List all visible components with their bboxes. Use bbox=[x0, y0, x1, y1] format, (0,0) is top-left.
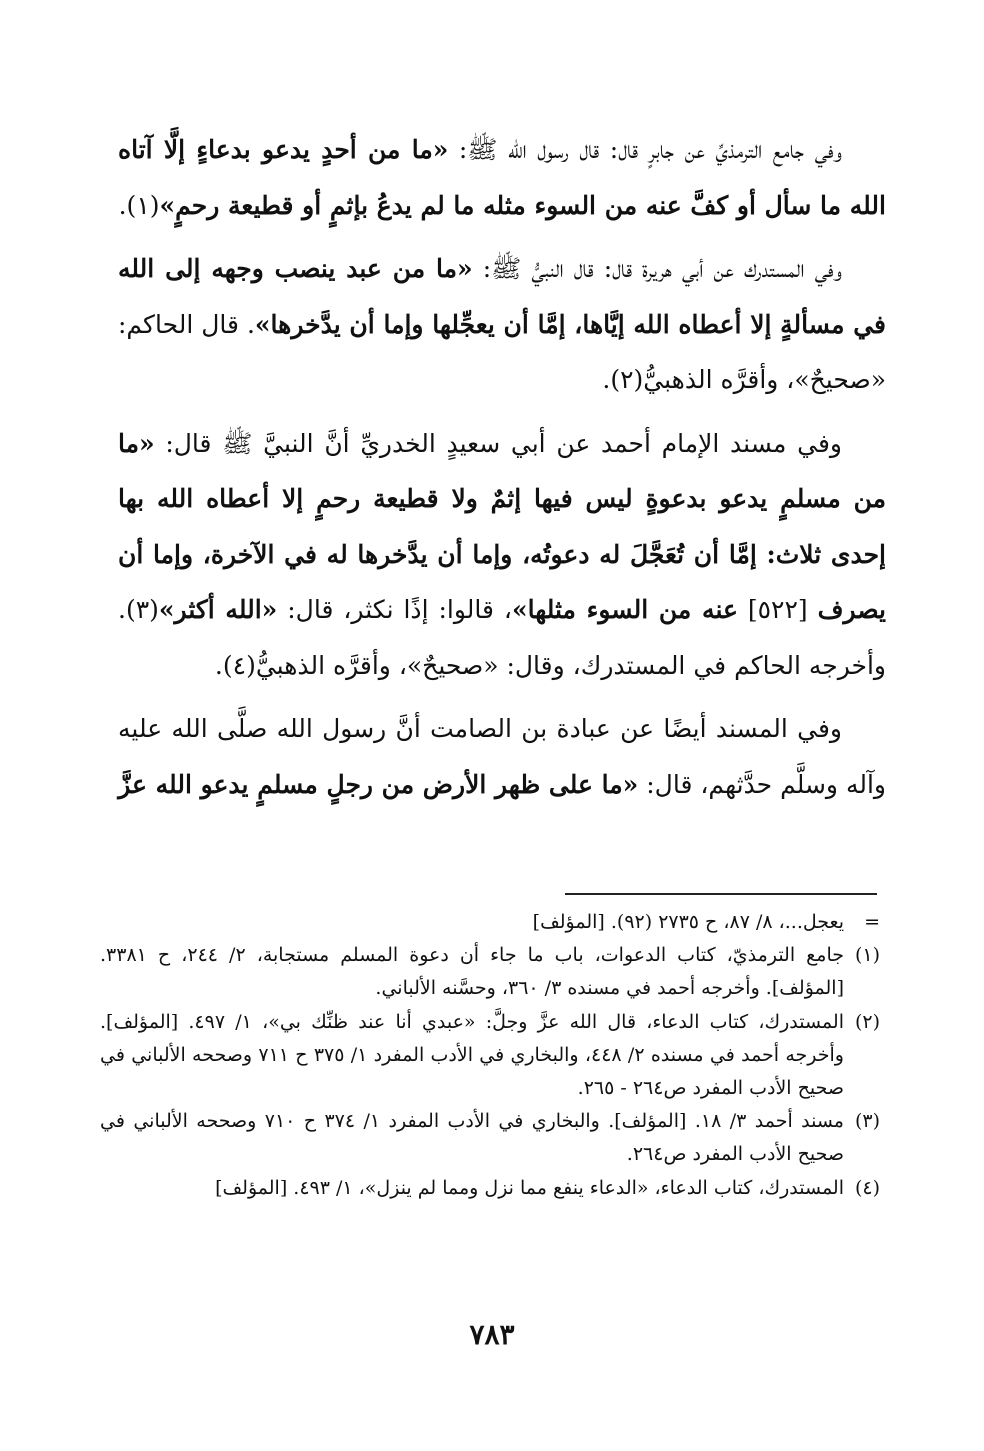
page-number: ٧٨٣ bbox=[469, 1318, 515, 1351]
paragraph-mustadrak bbox=[118, 241, 886, 408]
paragraph-tirmidhi bbox=[118, 122, 886, 233]
paragraph-ubada bbox=[118, 701, 886, 812]
hadith-text: «الله أكثر» bbox=[158, 595, 278, 624]
footnote-divider bbox=[565, 893, 877, 895]
footnote-4 bbox=[100, 1172, 880, 1205]
paragraph-text: (١). bbox=[118, 190, 160, 220]
footnote-2 bbox=[100, 1006, 880, 1106]
main-text bbox=[118, 122, 886, 820]
paragraph-musnad-ahmad bbox=[118, 416, 886, 694]
footnote-mark: (١) bbox=[854, 944, 880, 967]
paragraph-text: وفي المستدرك عن أبي هريرة قال: قال النبيُّ ﷺ: bbox=[472, 254, 843, 283]
footnote-mark: (٣) bbox=[854, 1110, 880, 1133]
footnote-text: مسند أحمد ٣/ ١٨. [المؤلف]. والبخاري في الأدب المفرد ١/ ٣٧٤ ح ٧١٠ وصححه الألباني في صحيح الأدب المفرد ص٢٦٤. bbox=[100, 1110, 844, 1166]
footnote-mark: (٤) bbox=[854, 1176, 880, 1199]
footnote-continuation bbox=[100, 906, 880, 939]
paragraph-text: وفي مسند الإمام أحمد عن أبي سعيدٍ الخدريِّ أنَّ النبيَّ ﷺ قال: bbox=[154, 428, 842, 458]
paragraph-text: وفي المسند أيضًا عن عبادة بن الصامت أنَّ رسول الله صلَّى الله عليه وآله وسلَّم حدَّثهم، قال: bbox=[118, 714, 886, 799]
hadith-text: عنه من السوء مثلها» bbox=[511, 595, 738, 624]
footnote-text: المستدرك، كتاب الدعاء، «الدعاء ينفع مما نزل ومما لم ينزل»، ١/ ٤٩٣. [المؤلف] bbox=[215, 1176, 844, 1199]
footnote-text: جامع الترمذيّ، كتاب الدعوات، باب ما جاء أن دعوة المسلم مستجابة، ٢/ ٢٤٤، ح ٣٣٨١. [المؤلف]. وأخرجه أحمد في مسنده ٣/ ٣٦٠، وحسَّنه الألباني. bbox=[100, 944, 844, 1000]
footnote-1 bbox=[100, 939, 880, 1005]
footnote-3 bbox=[100, 1105, 880, 1171]
footnote-mark: (٢) bbox=[854, 1010, 880, 1033]
hadith-text: «ما من عبد ينصب وجهه إلى الله في مسألةٍ إلا أعطاه الله إيَّاها، إمَّا أن يعجِّلها وإما أن يدَّخرها» bbox=[118, 254, 886, 339]
hadith-text: «ما من أحدٍ يدعو بدعاءٍ إلَّا آتاه الله ما سأل أو كفَّ عنه من السوء مثله ما لم يدعُ بإثمٍ أو قطيعة رحمٍ» bbox=[118, 135, 886, 220]
hadith-text: «ما على ظهر الأرض من رجلٍ مسلمٍ يدعو الله عزَّ bbox=[118, 769, 639, 799]
footnote-mark: = bbox=[864, 911, 880, 933]
paragraph-text: (٣). وأخرجه الحاكم في المستدرك، وقال: «صحيحٌ»، وأقرَّه الذهبيُّ(٤). bbox=[118, 595, 886, 680]
footnotes bbox=[100, 906, 880, 1205]
footnote-text: يعجل...، ٨/ ٨٧، ح ٢٧٣٥ (٩٢). [المؤلف] bbox=[532, 911, 844, 933]
paragraph-text: ، قالوا: إذًا نكثر، قال: bbox=[277, 595, 512, 624]
hadith-text: «ما من مسلمٍ يدعو بدعوةٍ ليس فيها إثمٌ ولا قطيعة رحمٍ إلا أعطاه الله بها إحدى ثلاث: إمَّا أن تُعَجَّلَ له دعوتُه، وإما أن يدَّخرها له في الآخرة، وإما أن يصرف bbox=[118, 428, 886, 624]
paragraph-text: . قال الحاكم: «صحيحٌ»، وأقرَّه الذهبيُّ(٢). bbox=[118, 309, 886, 394]
footnote-text: المستدرك، كتاب الدعاء، قال الله عزَّ وجلَّ: «عبدي أنا عند ظنِّك بي»، ١/ ٤٩٧. [المؤلف]. وأخرجه أحمد في مسنده ٢/ ٤٤٨، والبخاري في الأدب المفرد ١/ ٣٧٥ ح ٧١١ وصححه الألباني في صحيح الأدب المفرد ص٢٦٤ - ٢٦٥. bbox=[100, 1010, 844, 1100]
page-marker: [٥٢٢] bbox=[737, 595, 818, 624]
paragraph-text: وفي جامع الترمذيِّ عن جابرٍ قال: قال رسول الله ﷺ: bbox=[448, 135, 842, 164]
